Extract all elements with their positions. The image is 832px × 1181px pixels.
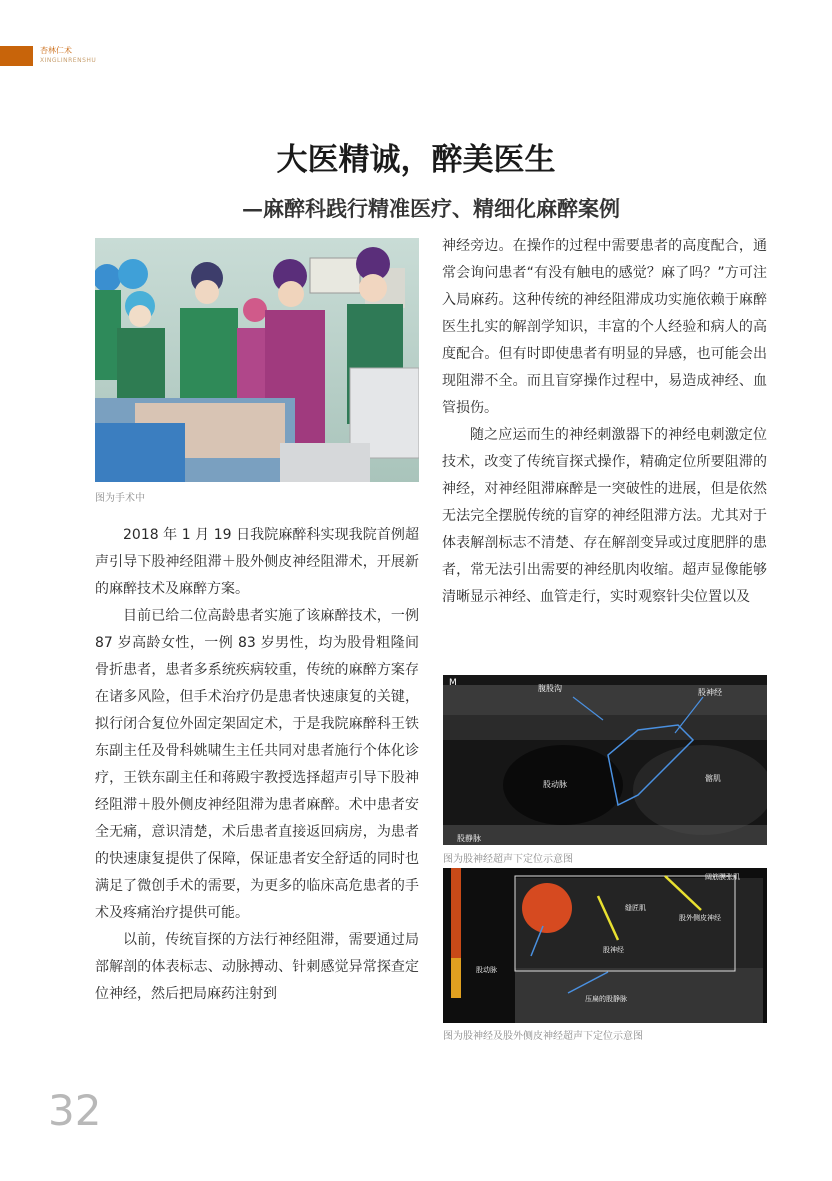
us1-label: 股静脉 (457, 834, 481, 843)
ultrasound1-caption: 图为股神经超声下定位示意图 (443, 854, 573, 865)
ultrasound-femoral-lfcn-image (443, 868, 767, 1023)
us2-label: 压扁的股静脉 (585, 995, 627, 1003)
article-subtitle: —麻醉科践行精准医疗、精细化麻醉案例 (242, 196, 620, 221)
us1-label: 股动脉 (543, 780, 567, 789)
us2-label: 阔筋膜张肌 (705, 873, 740, 881)
right-column (442, 233, 767, 611)
us1-label: 股神经 (698, 688, 722, 697)
left-column (95, 522, 419, 1008)
us2-label: 股神经 (603, 946, 624, 954)
paragraph: 目前已给二位高龄患者实施了该麻醉技术，一例 87 岁高龄女性，一例 83 岁男性，均为股骨粗隆间骨折患者，患者多系统疾病较重，传统的麻醉方案存在诸多风险，但手术治疗仍是患者快速康复的关键，拟行闭合复位外固定架固定术，于是我院麻醉科王铁东副主任及骨科姚啸生主任共同对患者施行个体化诊疗，王铁东副主任和蒋殿宇教授选择超声引导下股神经阻滞＋股外侧皮神经阻滞为患者麻醉。术中患者安全无痛，意识清楚，术后患者直接返回病房，为患者的快速康复提供了保障，保证患者安全舒适的同时也满足了微创手术的需要，为更多的临床高危患者的手术及疼痛治疗提供可能。 (95, 608, 419, 921)
page-number: 32 (48, 1086, 102, 1135)
us2-label: 缝匠肌 (625, 904, 646, 912)
paragraph: 以前，传统盲探的方法行神经阻滞，需要通过局部解剖的体表标志、动脉搏动、针刺感觉异常探查定位神经，然后把局麻药注射到 (95, 932, 419, 1002)
us1-label: 髂肌 (705, 774, 721, 783)
us1-label: 腹股沟 (538, 684, 562, 693)
header-accent-bar (0, 46, 33, 66)
paragraph: 神经旁边。在操作的过程中需要患者的高度配合，通常会询问患者“有没有触电的感觉？麻了吗？”方可注入局麻药。这种传统的神经阻滞成功实施依赖于麻醉医生扎实的解剖学知识，丰富的个人经验和病人的高度配合。但有时即使患者有明显的异感，也可能会出现阻滞不全。而且盲穿操作过程中，易造成神经、血管损伤。 (442, 238, 767, 416)
us2-label: 股外侧皮神经 (679, 914, 721, 922)
column-title: 杏林仁术 (40, 46, 72, 55)
ultrasound-femoral-nerve-image (443, 675, 767, 845)
paragraph: 随之应运而生的神经刺激器下的神经电刺激定位技术，改变了传统盲探式操作，精确定位所要阻滞的神经，对神经阻滞麻醉是一突破性的进展，但是依然无法完全摆脱传统的盲穿的神经阻滞方法。尤其对于体表解剖标志不清楚、存在解剖变异或过度肥胖的患者，常无法引出需要的神经肌肉收缩。超声显像能够清晰显示神经、血管走行，实时观察针尖位置以及 (442, 427, 767, 605)
photo-caption: 图为手术中 (95, 493, 145, 504)
paragraph: 2018 年 1 月 19 日我院麻醉科实现我院首例超声引导下股神经阻滞＋股外侧皮神经阻滞术，开展新的麻醉技术及麻醉方案。 (95, 527, 419, 597)
article-title: 大医精诚，醉美医生 (276, 142, 556, 178)
us2-label: 股动脉 (476, 966, 497, 974)
ultrasound2-caption: 图为股神经及股外侧皮神经超声下定位示意图 (443, 1031, 643, 1042)
us1-corner-label: M (449, 678, 457, 688)
column-subtitle: XINGLINRENSHU (40, 57, 97, 64)
surgery-photo (95, 238, 419, 482)
